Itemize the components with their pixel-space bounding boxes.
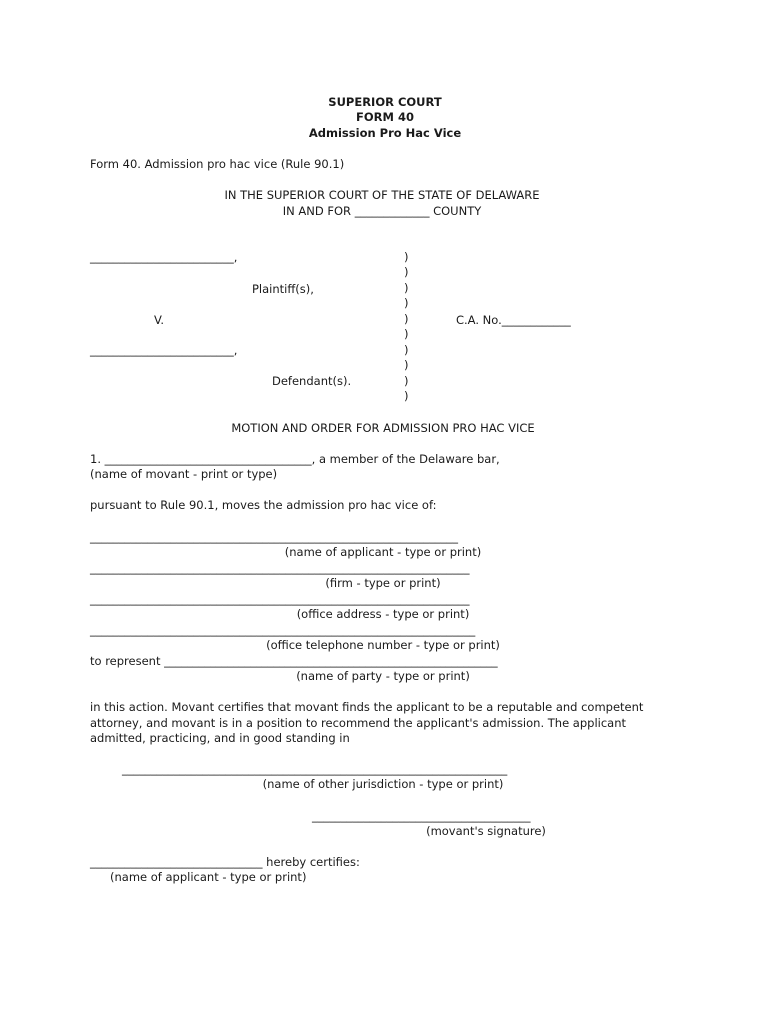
address-blank: __________________________________________________________________ bbox=[90, 592, 470, 606]
applicant-label: (name of applicant - type or print) bbox=[284, 545, 482, 559]
caption-paren: ) bbox=[404, 358, 409, 372]
case-number: C.A. No.____________ bbox=[456, 313, 571, 327]
caption-paren: ) bbox=[404, 265, 409, 279]
pursuant-text: pursuant to Rule 90.1, moves the admission pro hac vice of: bbox=[90, 498, 437, 512]
firm-label: (firm - type or print) bbox=[325, 576, 441, 590]
applicant-blank: ________________________________________________________________ bbox=[90, 530, 458, 544]
caption-paren: ) bbox=[404, 250, 409, 264]
form-intro: Form 40. Admission pro hac vice (Rule 90.1) bbox=[90, 157, 345, 171]
caption-county: IN AND FOR _____________ COUNTY bbox=[282, 204, 482, 218]
caption-paren: ) bbox=[404, 389, 409, 403]
movant-line: 1. ____________________________________, a member of the Delaware bar, bbox=[90, 452, 500, 466]
jurisdiction-label: (name of other jurisdiction - type or print) bbox=[262, 777, 504, 791]
defendant-blank: _________________________, bbox=[90, 343, 238, 357]
signature-blank: ______________________________________ bbox=[312, 809, 531, 823]
phone-blank: ___________________________________________________________________ bbox=[90, 623, 476, 637]
plaintiff-blank: _________________________, bbox=[90, 250, 238, 264]
address-label: (office address - type or print) bbox=[296, 607, 470, 621]
versus-label: V. bbox=[154, 313, 165, 327]
caption-paren: ) bbox=[404, 327, 409, 341]
defendant-label: Defendant(s). bbox=[272, 374, 352, 388]
hereby-label: (name of applicant - type or print) bbox=[110, 870, 307, 884]
caption-paren: ) bbox=[404, 343, 409, 357]
court-heading: SUPERIOR COURT bbox=[328, 95, 442, 109]
plaintiff-label: Plaintiff(s), bbox=[252, 282, 314, 296]
signature-label: (movant's signature) bbox=[426, 824, 546, 838]
party-label: (name of party - type or print) bbox=[296, 669, 470, 683]
motion-title: MOTION AND ORDER FOR ADMISSION PRO HAC VICE bbox=[231, 421, 535, 435]
form-number: FORM 40 bbox=[356, 110, 414, 124]
caption-paren: ) bbox=[404, 281, 409, 295]
hereby-line: ______________________________ hereby certifies: bbox=[90, 855, 360, 869]
form-title: Admission Pro Hac Vice bbox=[308, 126, 462, 140]
represent-line: to represent __________________________________________________________ bbox=[90, 654, 498, 668]
firm-blank: __________________________________________________________________ bbox=[90, 561, 470, 575]
caption-paren: ) bbox=[404, 374, 409, 388]
caption-paren: ) bbox=[404, 296, 409, 310]
phone-label: (office telephone number - type or print) bbox=[266, 638, 500, 652]
movant-label: (name of movant - print or type) bbox=[90, 467, 278, 481]
jurisdiction-blank: ___________________________________________________________________ bbox=[122, 762, 508, 776]
caption-paren: ) bbox=[404, 312, 409, 326]
caption-court: IN THE SUPERIOR COURT OF THE STATE OF DELAWARE bbox=[224, 188, 540, 202]
certification-paragraph: in this action. Movant certifies that movant finds the applicant to be a reputable and competent attorney, and movant is in a position to recommend the applicant's admission. The applicant admitted, practicing, and in good standing in bbox=[90, 700, 644, 745]
